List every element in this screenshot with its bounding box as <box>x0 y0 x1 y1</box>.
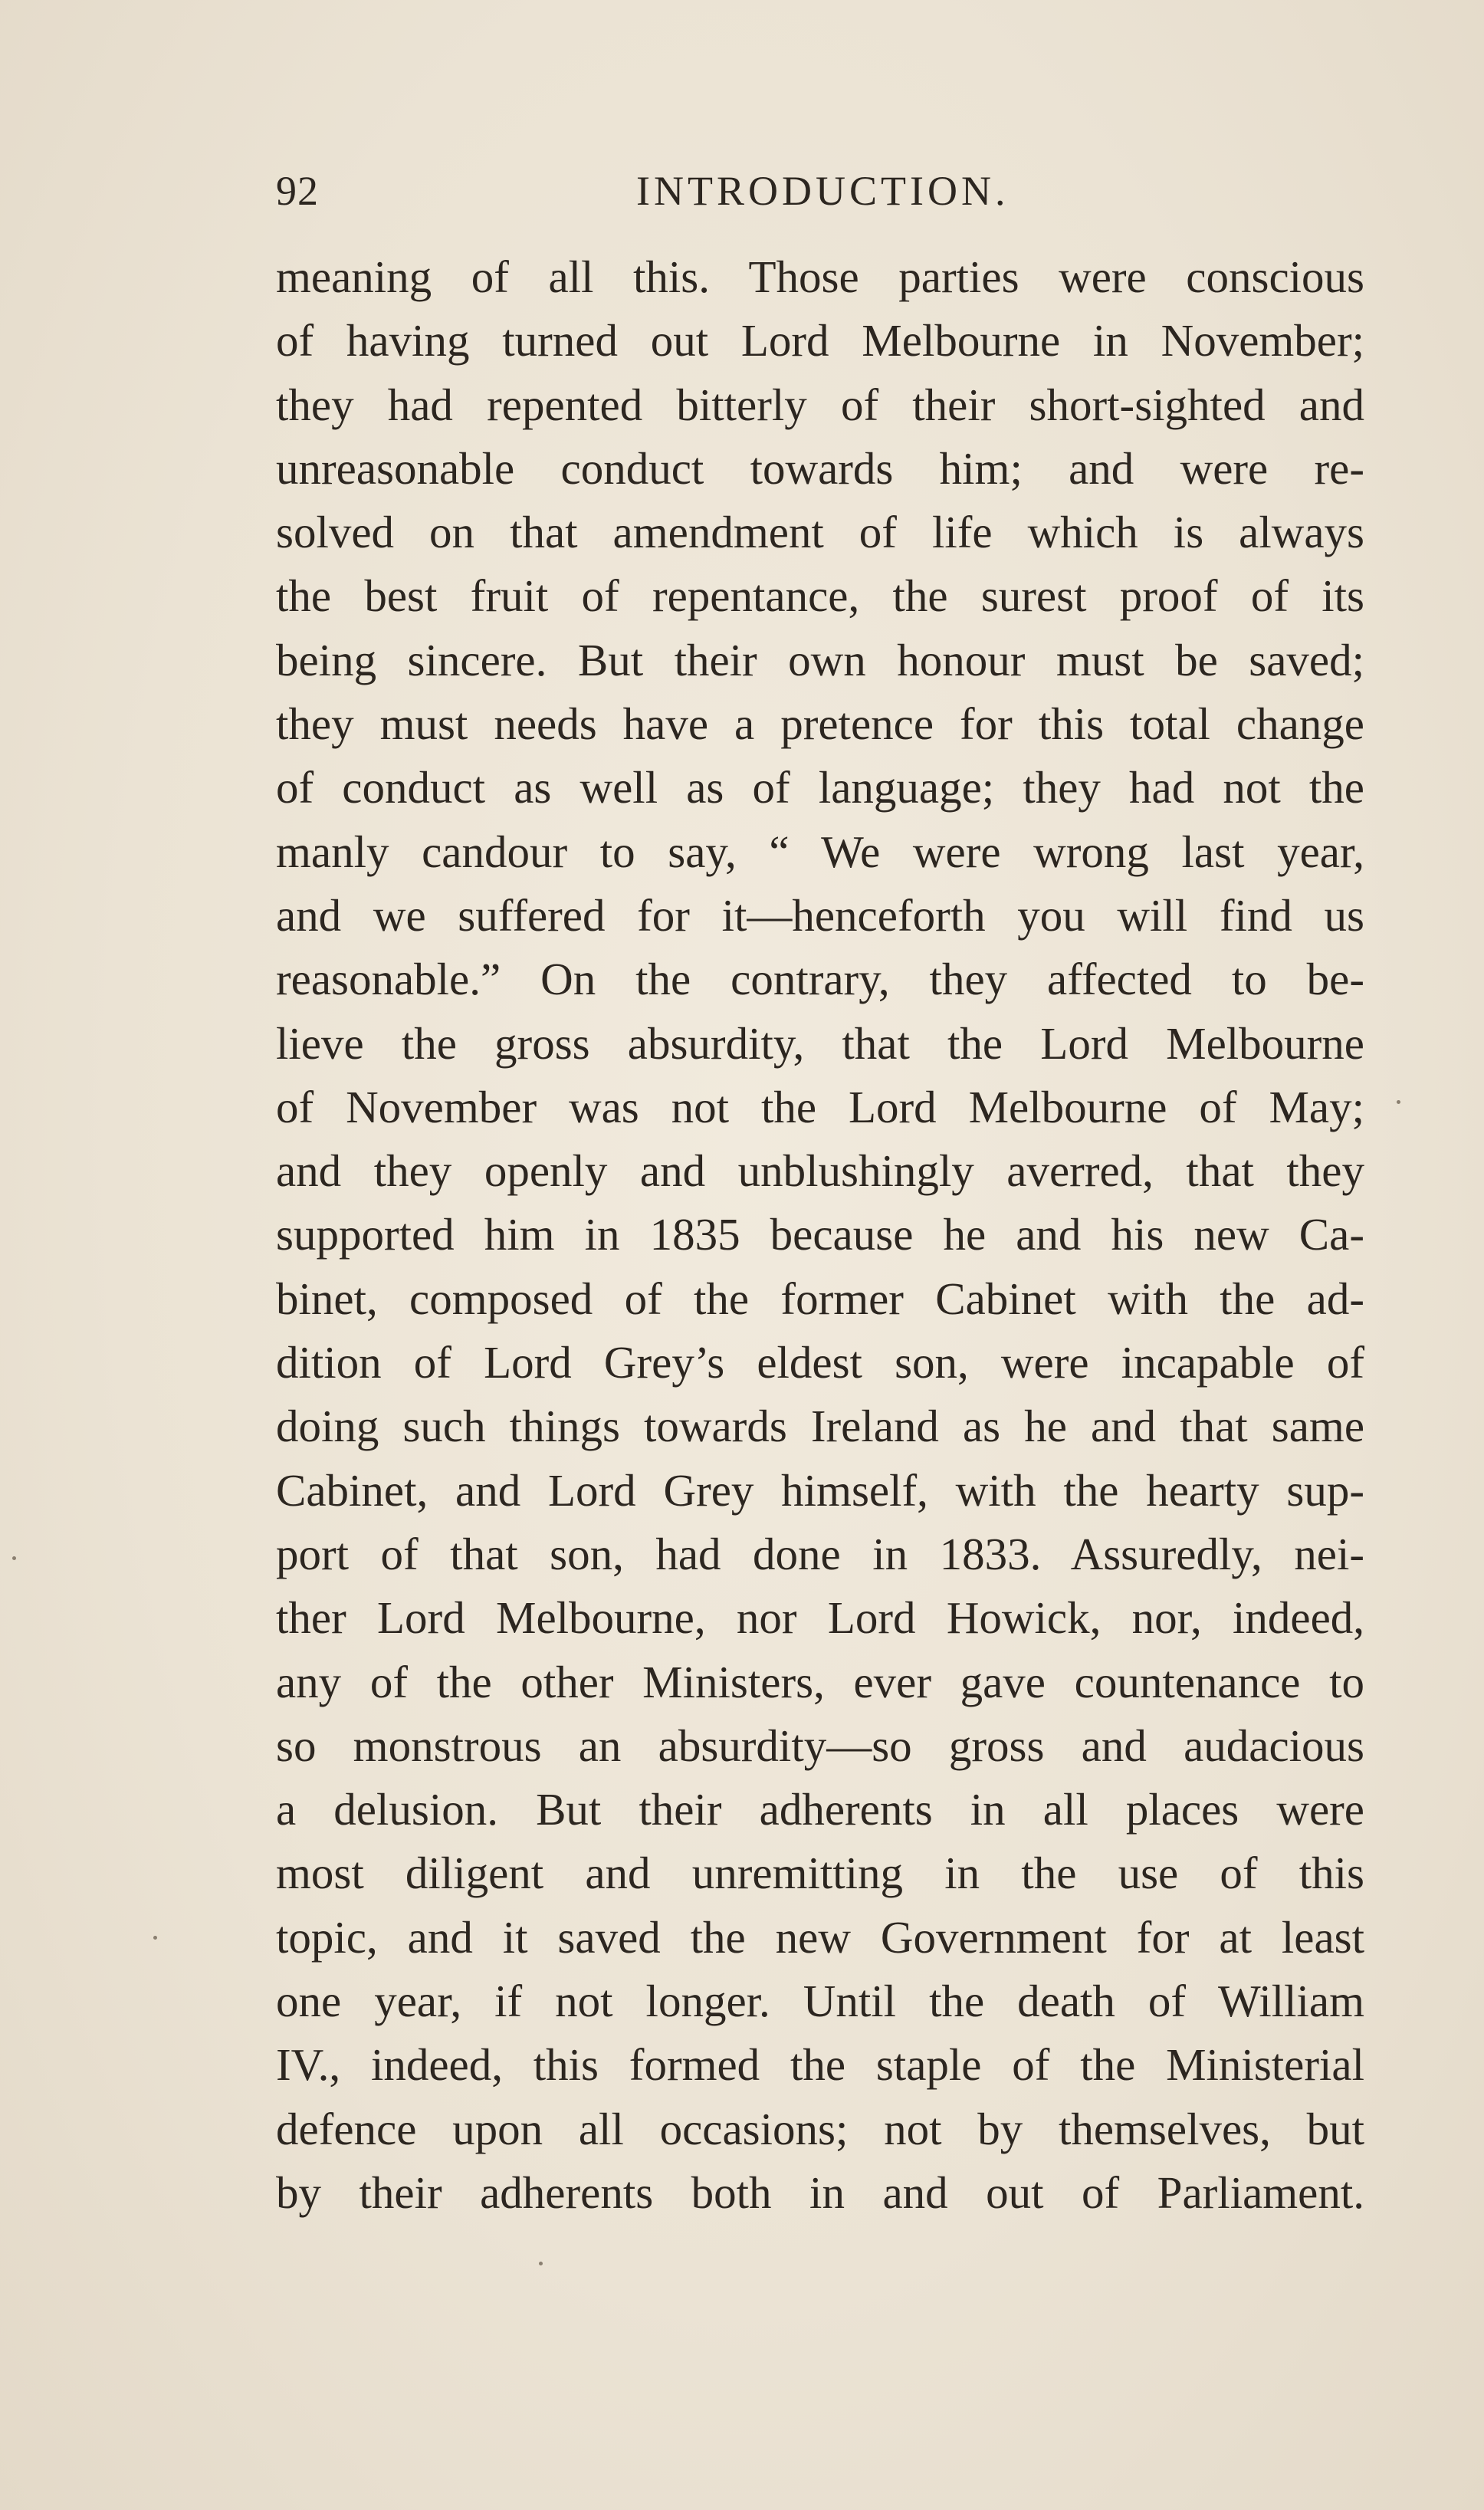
paper-speck <box>153 1936 157 1940</box>
text-line: topic, and it saved the new Government for at least <box>276 1911 1364 1963</box>
text-line: of having turned out Lord Melbourne in November; <box>276 315 1364 366</box>
text-line: being sincere. But their own honour must be saved; <box>276 634 1364 685</box>
text-line: defence upon all occasions; not by themselves, but <box>276 2103 1364 2154</box>
text-line: IV., indeed, this formed the staple of the Ministerial <box>276 2039 1364 2091</box>
text-line: unreasonable conduct towards him; and were re- <box>276 442 1364 494</box>
page-header <box>276 167 1364 221</box>
text-line: solved on that amendment of life which is always <box>276 507 1364 558</box>
paper-speck <box>12 1556 16 1560</box>
body-text <box>276 245 1364 2225</box>
text-line: of conduct as well as of language; they had not the <box>276 762 1364 813</box>
text-line: supported him in 1835 because he and his new Ca- <box>276 1209 1364 1260</box>
text-line: ther Lord Melbourne, nor Lord Howick, nor, indeed, <box>276 1592 1364 1644</box>
text-line: a delusion. But their adherents in all places were <box>276 1784 1364 1835</box>
text-line: doing such things towards Ireland as he and that same <box>276 1401 1364 1452</box>
text-line: and they openly and unblushingly averred, that they <box>276 1145 1364 1197</box>
text-line: of November was not the Lord Melbourne of May; <box>276 1081 1364 1132</box>
paper-speck <box>1397 1100 1400 1104</box>
text-line: port of that son, had done in 1833. Assuredly, nei- <box>276 1528 1364 1579</box>
page-number: 92 <box>276 168 319 214</box>
text-line: dition of Lord Grey’s eldest son, were incapable of <box>276 1337 1364 1388</box>
text-line: they must needs have a pretence for this total change <box>276 698 1364 750</box>
running-head: INTRODUCTION. <box>636 168 1010 214</box>
text-line: one year, if not longer. Until the death of William <box>276 1976 1364 2027</box>
text-line: the best fruit of repentance, the surest proof of its <box>276 570 1364 622</box>
text-line: meaning of all this. Those parties were conscious <box>276 251 1364 302</box>
text-line: any of the other Ministers, ever gave countenance to <box>276 1656 1364 1707</box>
text-line: manly candour to say, “ We were wrong last year, <box>276 826 1364 877</box>
text-line: and we suffered for it—henceforth you will find us <box>276 889 1364 941</box>
paper-speck <box>539 2262 543 2265</box>
text-line: reasonable.” On the contrary, they affected to be- <box>276 954 1364 1005</box>
text-line: lieve the gross absurdity, that the Lord Melbourne <box>276 1017 1364 1069</box>
text-line: so monstrous an absurdity—so gross and audacious <box>276 1720 1364 1771</box>
text-line: Cabinet, and Lord Grey himself, with the hearty sup- <box>276 1464 1364 1516</box>
text-line: by their adherents both in and out of Parliament. <box>276 2167 1364 2218</box>
text-line: binet, composed of the former Cabinet with the ad- <box>276 1273 1364 1324</box>
text-line: they had repented bitterly of their short-sighted and <box>276 379 1364 430</box>
text-line: most diligent and unremitting in the use of this <box>276 1848 1364 1899</box>
